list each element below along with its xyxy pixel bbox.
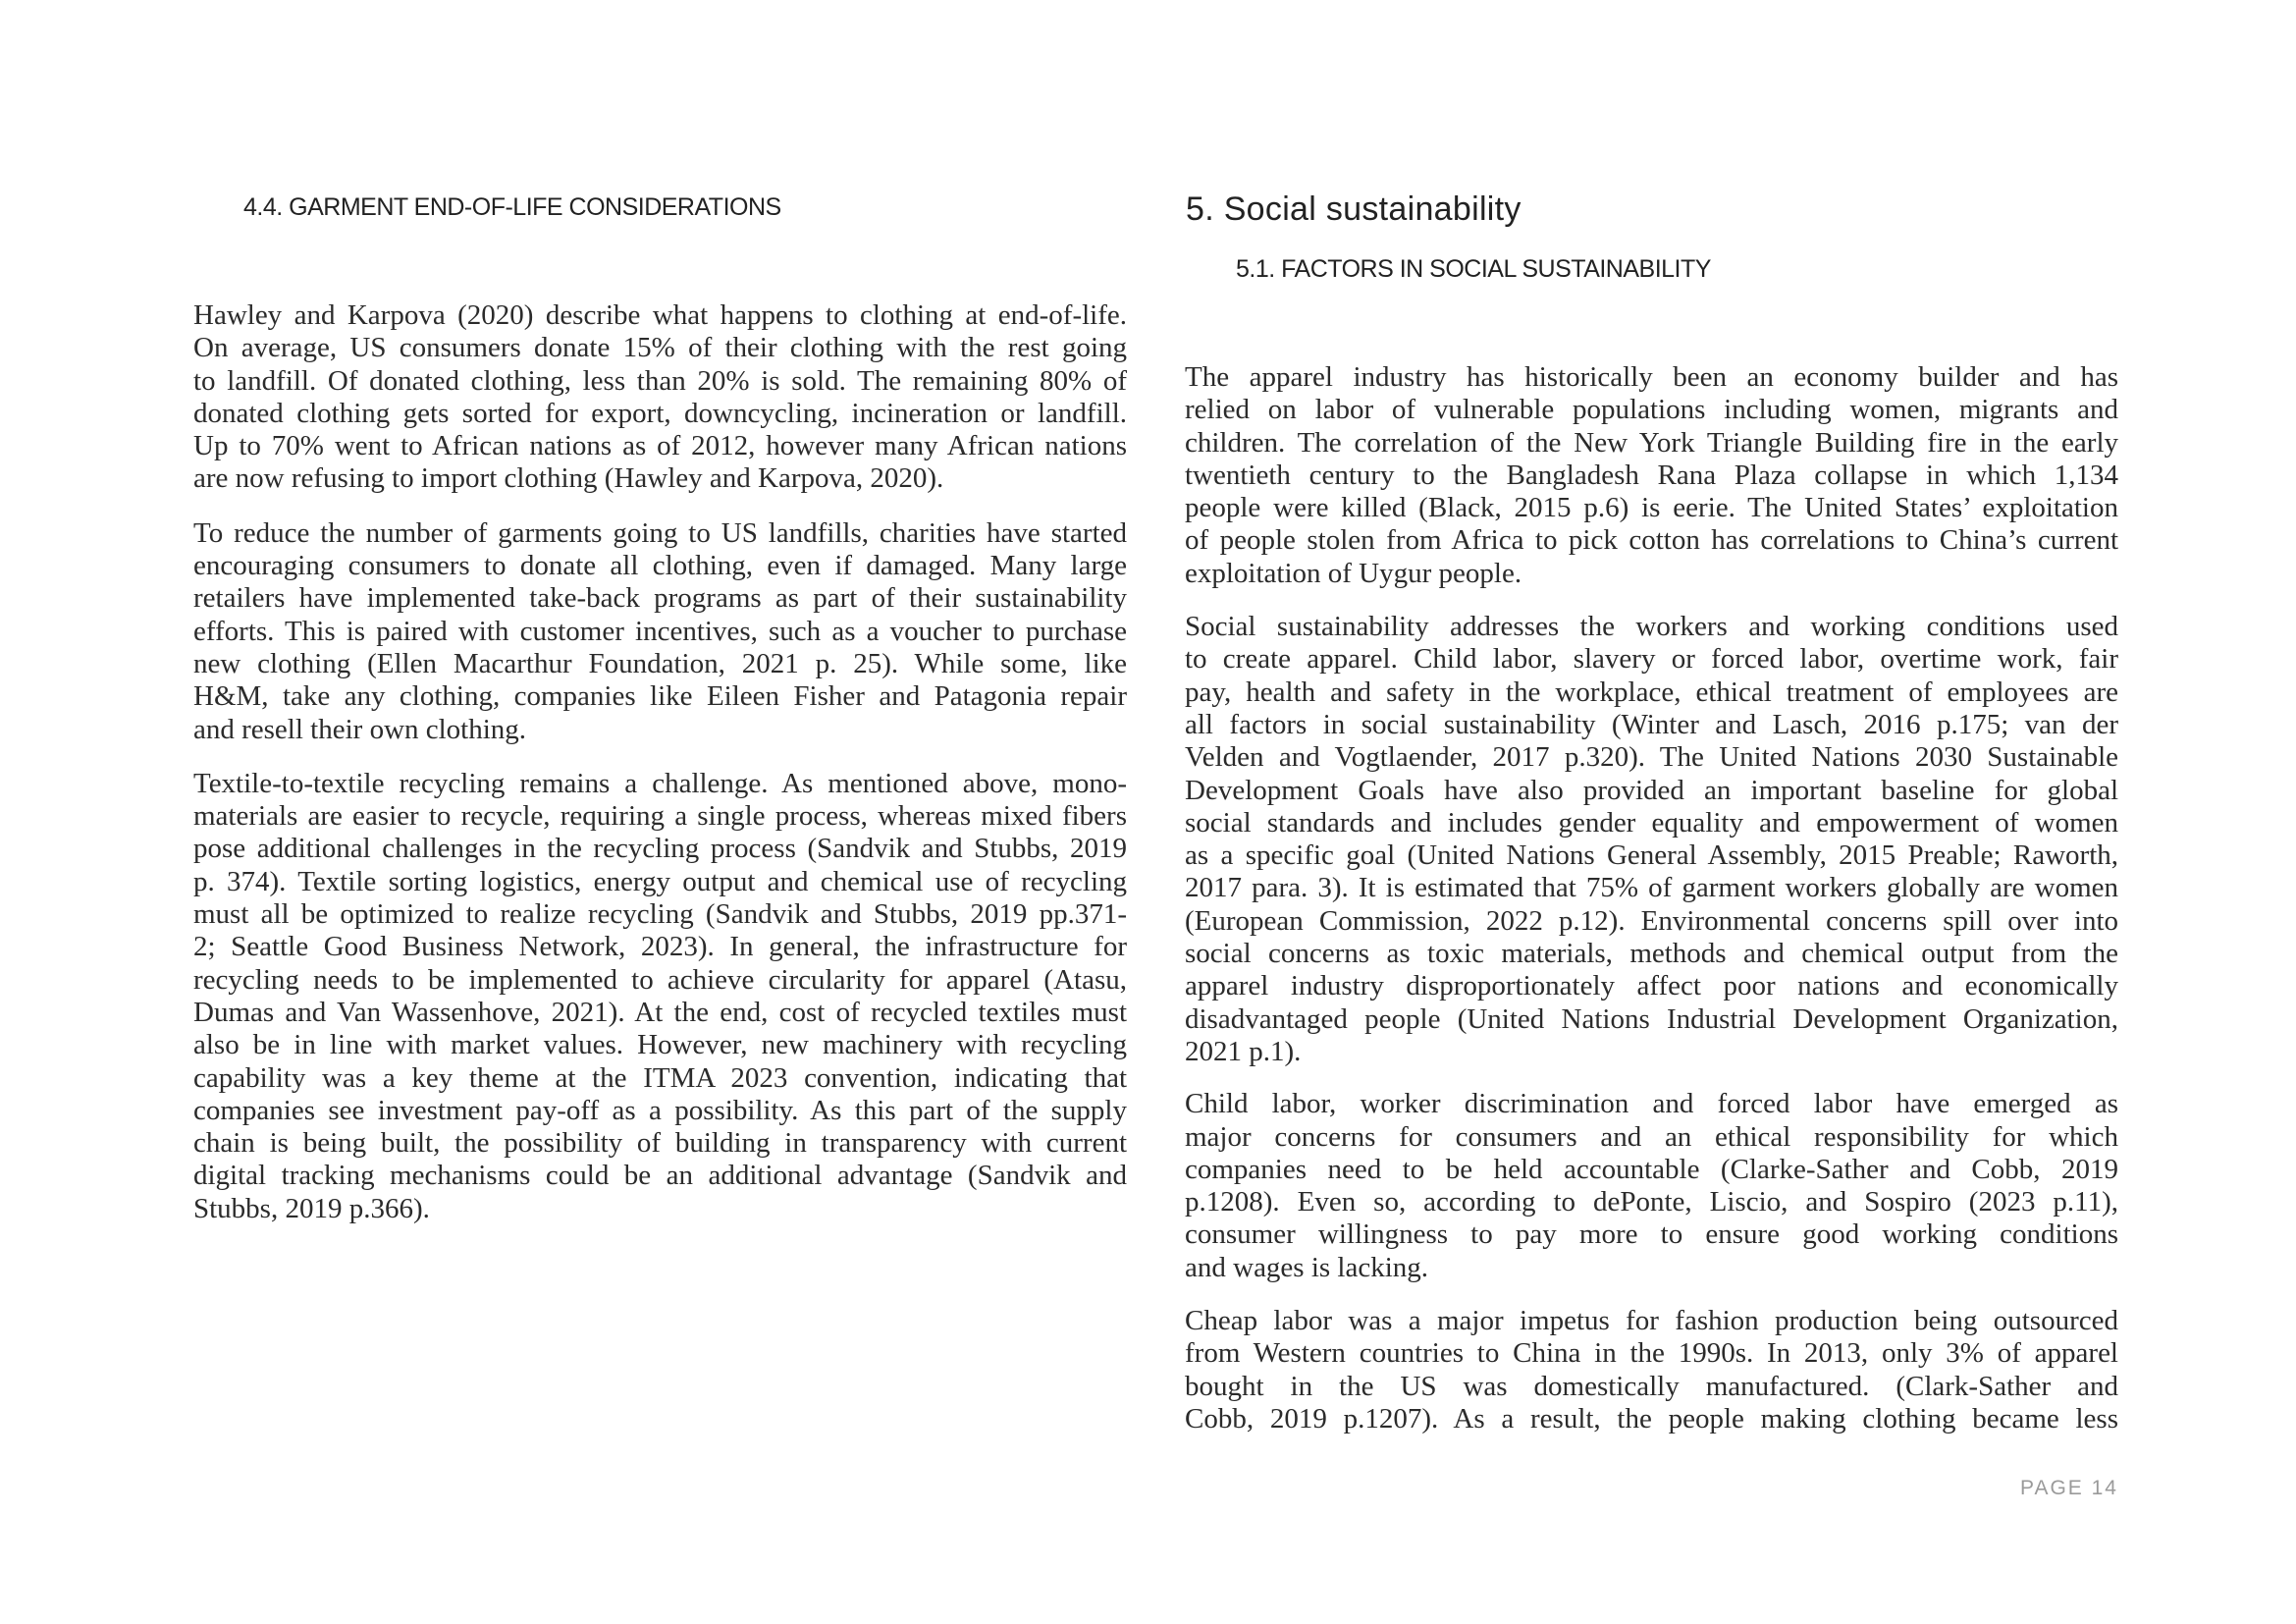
text-line: Social sustainability addresses the workers and working conditions used (1185, 611, 2118, 643)
text-line: apparel industry disproportionately affect poor nations and economically (1185, 970, 2118, 1002)
text-line: To reduce the number of garments going to US landfills, charities have started (193, 516, 1127, 549)
text-line: companies see investment pay-off as a possibility. As this part of the supply (193, 1094, 1127, 1126)
text-line: consumer willingness to pay more to ensure good working conditions (1185, 1218, 2118, 1251)
paragraph (1185, 1305, 2118, 1435)
text-line: pose additional challenges in the recycling process (Sandvik and Stubbs, 2019 (193, 833, 1127, 865)
section-heading-garment-end-of-life: 4.4. GARMENT END-OF-LIFE CONSIDERATIONS (243, 193, 781, 221)
text-line: p.1208). Even so, according to dePonte, Liscio, and Sospiro (2023 p.11), (1185, 1186, 2118, 1218)
text-line: are now refusing to import clothing (Hawley and Karpova, 2020). (193, 462, 944, 495)
text-line: social standards and includes gender equality and empowerment of women (1185, 806, 2118, 839)
text-line: also be in line with market values. However, new machinery with recycling (193, 1029, 1127, 1061)
text-line: recycling needs to be implemented to achieve circularity for apparel (Atasu, (193, 963, 1127, 996)
text-line: (European Commission, 2022 p.12). Environmental concerns spill over into (1185, 904, 2118, 937)
text-line: exploitation of Uygur people. (1185, 557, 1522, 589)
right-column-body (1185, 361, 2118, 1435)
text-line: to landfill. Of donated clothing, less than 20% is sold. The remaining 80% of (193, 364, 1127, 397)
text-line: pay, health and safety in the workplace, ethical treatment of employees are (1185, 676, 2118, 708)
text-line: major concerns for consumers and an ethical responsibility for which (1185, 1120, 2118, 1153)
text-line: digital tracking mechanisms could be an additional advantage (Sandvik and (193, 1160, 1127, 1192)
text-line: chain is being built, the possibility of building in transparency with current (193, 1127, 1127, 1160)
text-line: efforts. This is paired with customer incentives, such as a voucher to purchase (193, 615, 1127, 647)
text-line: encouraging consumers to donate all clothing, even if damaged. Many large (193, 550, 1127, 582)
text-line: On average, US consumers donate 15% of their clothing with the rest going (193, 332, 1127, 364)
text-line: people were killed (Black, 2015 p.6) is eerie. The United States’ exploitation (1185, 492, 2118, 524)
text-line: Hawley and Karpova (2020) describe what happens to clothing at end-of-life. (193, 299, 1127, 331)
text-line: retailers have implemented take-back programs as part of their sustainability (193, 582, 1127, 615)
text-line: capability was a key theme at the ITMA 2023 convention, indicating that (193, 1061, 1127, 1094)
text-line: Development Goals have also provided an important baseline for global (1185, 774, 2118, 806)
text-line: Textile-to-textile recycling remains a challenge. As mentioned above, mono- (193, 767, 1127, 799)
text-line: twentieth century to the Bangladesh Rana Plaza collapse in which 1,134 (1185, 459, 2118, 491)
text-line: to create apparel. Child labor, slavery or forced labor, overtime work, fair (1185, 643, 2118, 676)
text-line: Child labor, worker discrimination and forced labor have emerged as (1185, 1088, 2118, 1120)
paragraph (1185, 611, 2118, 1068)
text-line: new clothing (Ellen Macarthur Foundation, 2021 p. 25). While some, like (193, 647, 1127, 679)
text-line: disadvantaged people (United Nations Industrial Development Organization, (1185, 1002, 2118, 1035)
text-line: 2; Seattle Good Business Network, 2023). In general, the infrastructure for (193, 931, 1127, 963)
page-number: PAGE 14 (2020, 1477, 2118, 1499)
text-line: Cheap labor was a major impetus for fashion production being outsourced (1185, 1305, 2118, 1337)
text-line: from Western countries to China in the 1990s. In 2013, only 3% of apparel (1185, 1337, 2118, 1370)
text-line: relied on labor of vulnerable populations including women, migrants and (1185, 394, 2118, 426)
text-line: 2017 para. 3). It is estimated that 75% of garment workers globally are women (1185, 872, 2118, 904)
text-line: and resell their own clothing. (193, 713, 527, 745)
text-line: The apparel industry has historically been an economy builder and has (1185, 361, 2118, 393)
chapter-heading-social-sustainability: 5. Social sustainability (1186, 190, 1522, 228)
text-line: bought in the US was domestically manufactured. (Clark-Sather and (1185, 1370, 2118, 1402)
text-line: of people stolen from Africa to pick cotton has correlations to China’s current (1185, 524, 2118, 557)
text-line: donated clothing gets sorted for export, downcycling, incineration or landfill. (193, 397, 1127, 429)
text-line: materials are easier to recycle, requiring a single process, whereas mixed fibers (193, 800, 1127, 833)
text-line: as a specific goal (United Nations General Assembly, 2015 Preable; Raworth, (1185, 839, 2118, 872)
text-line: Velden and Vogtlaender, 2017 p.320). The United Nations 2030 Sustainable (1185, 741, 2118, 774)
text-line: children. The correlation of the New York Triangle Building fire in the early (1185, 426, 2118, 459)
paragraph (193, 768, 1127, 1225)
section-heading-factors: 5.1. FACTORS IN SOCIAL SUSTAINABILITY (1236, 255, 1711, 283)
paragraph (193, 299, 1127, 496)
text-line: all factors in social sustainability (Winter and Lasch, 2016 p.175; van der (1185, 708, 2118, 740)
text-line: must all be optimized to realize recycling (Sandvik and Stubbs, 2019 pp.371- (193, 898, 1127, 931)
paragraph (193, 517, 1127, 746)
text-line: p. 374). Textile sorting logistics, energy output and chemical use of recycling (193, 865, 1127, 897)
text-line: social concerns as toxic materials, methods and chemical output from the (1185, 938, 2118, 970)
text-line: H&M, take any clothing, companies like Eileen Fisher and Patagonia repair (193, 680, 1127, 713)
text-line: Up to 70% went to African nations as of 2012, however many African nations (193, 430, 1127, 462)
text-line: 2021 p.1). (1185, 1035, 1302, 1067)
left-column-body (193, 299, 1127, 1225)
paragraph (1185, 361, 2118, 590)
text-line: and wages is lacking. (1185, 1251, 1429, 1283)
paragraph (1185, 1088, 2118, 1284)
text-line: Stubbs, 2019 p.366). (193, 1192, 430, 1224)
text-line: Dumas and Van Wassenhove, 2021). At the end, cost of recycled textiles must (193, 996, 1127, 1028)
text-line: companies need to be held accountable (Clarke-Sather and Cobb, 2019 (1185, 1153, 2118, 1185)
text-line: Cobb, 2019 p.1207). As a result, the people making clothing became less (1185, 1402, 2118, 1435)
